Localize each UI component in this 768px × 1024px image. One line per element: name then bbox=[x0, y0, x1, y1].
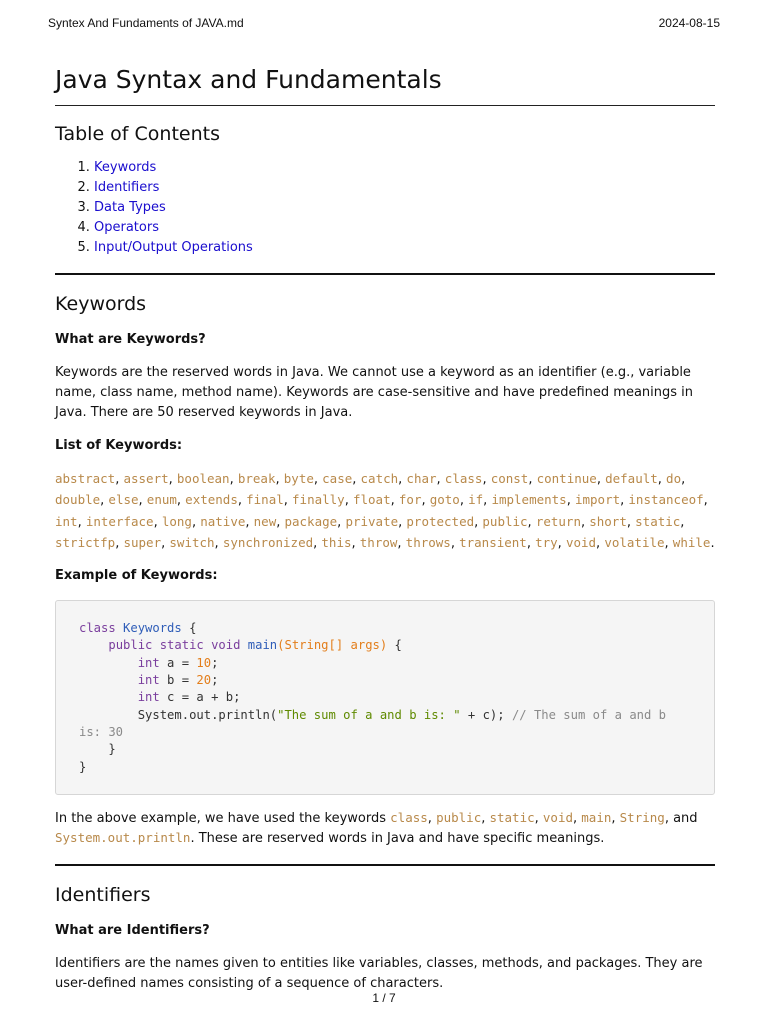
keyword-code: short bbox=[589, 513, 627, 529]
keyword-code: case bbox=[322, 471, 353, 486]
inline-code: class bbox=[390, 809, 428, 825]
file-name: Syntex And Fundaments of JAVA.md bbox=[48, 16, 244, 30]
keyword-code: throws bbox=[405, 534, 451, 550]
toc-item bbox=[94, 218, 715, 238]
inline-code: System.out.println bbox=[55, 830, 191, 846]
keyword-code: for bbox=[398, 492, 422, 508]
keyword-code: int bbox=[55, 513, 78, 529]
keyword-code: goto bbox=[429, 492, 460, 508]
code-token: class bbox=[79, 621, 116, 636]
keyword-example-heading: Example of Keywords: bbox=[55, 568, 218, 584]
keyword-code: long bbox=[161, 513, 192, 529]
keyword-code: byte bbox=[283, 471, 314, 486]
keyword-code: implements bbox=[491, 492, 567, 508]
code-token: Keywords bbox=[123, 621, 182, 636]
code-token: (String[] args) bbox=[277, 638, 388, 653]
code-token: // The sum of a and b is: 30 bbox=[79, 707, 674, 739]
keywords-heading: Keywords bbox=[55, 293, 147, 315]
code-token: a = bbox=[159, 655, 197, 670]
what-are-keywords-heading: What are Keywords? bbox=[55, 332, 206, 347]
list-end: . bbox=[710, 535, 715, 551]
code-token: 20 bbox=[196, 673, 212, 688]
code-token: { bbox=[387, 638, 402, 653]
code-token: } bbox=[79, 759, 87, 774]
keyword-code: try bbox=[535, 534, 558, 550]
keyword-code: while bbox=[672, 534, 711, 550]
page-number: 1 / 7 bbox=[372, 991, 396, 1005]
explanation-text: . These are reserved words in Java and have specific meanings. bbox=[190, 831, 605, 847]
keyword-code: continue bbox=[536, 471, 597, 486]
code-token: } bbox=[108, 742, 116, 757]
keyword-code: enum bbox=[146, 492, 177, 508]
keyword-code: final bbox=[246, 492, 284, 508]
keyword-code: import bbox=[574, 492, 621, 508]
keyword-code: char bbox=[406, 471, 437, 486]
code-token: c = a + b; bbox=[159, 690, 241, 705]
keyword-code: void bbox=[565, 534, 597, 550]
keyword-code: assert bbox=[123, 471, 169, 486]
section-divider bbox=[55, 273, 715, 275]
toc-heading: Table of Contents bbox=[55, 123, 220, 145]
code-token: ; bbox=[211, 655, 219, 670]
code-token: System.out.println( bbox=[137, 707, 278, 722]
keyword-code: break bbox=[237, 471, 276, 486]
toc-item bbox=[94, 198, 715, 218]
keyword-code: synchronized bbox=[222, 534, 314, 550]
inline-code: main bbox=[581, 809, 612, 825]
toc-link-identifiers[interactable]: Identifiers bbox=[94, 180, 160, 195]
keyword-code: const bbox=[490, 471, 529, 486]
keyword-code: class bbox=[444, 471, 483, 486]
keyword-code: this bbox=[321, 534, 352, 550]
what-are-identifiers-heading: What are Identifiers? bbox=[55, 922, 210, 938]
keywords-explanation: In the above example, we have used the keywords class, public, static, void, main, String, and System.out.println. These are reserved words in Java and have specific meanings. bbox=[55, 809, 698, 847]
toc-link-data-types[interactable]: Data Types bbox=[94, 200, 166, 215]
keyword-code: protected bbox=[406, 513, 475, 529]
inline-code: public bbox=[436, 809, 482, 825]
section-divider bbox=[55, 864, 715, 866]
keyword-code: new bbox=[253, 513, 277, 529]
inline-code: void bbox=[542, 809, 574, 825]
toc-link-io-operations[interactable]: Input/Output Operations bbox=[94, 240, 253, 255]
explanation-text: and bbox=[673, 810, 698, 826]
keyword-code: throw bbox=[359, 534, 398, 550]
code-token: + c); bbox=[460, 707, 512, 722]
keyword-code: float bbox=[352, 492, 391, 508]
keyword-code: default bbox=[605, 471, 658, 486]
keyword-code: interface bbox=[85, 513, 154, 529]
code-token: int bbox=[137, 673, 160, 688]
keywords-description: Keywords are the reserved words in Java. We cannot use a keyword as an identifier (e.g., variable name, class name, method name). Keywords are case-sensitive and have predefined meanings in Java. There are 50 reserved keywords in Java. bbox=[55, 365, 694, 420]
identifiers-description: Identifiers are the names given to entities like variables, classes, methods, and packages. They are user-defined names consisting of a sequence of characters. bbox=[55, 955, 703, 991]
keyword-code: native bbox=[200, 513, 246, 529]
keyword-code: boolean bbox=[176, 471, 230, 486]
toc-item bbox=[94, 178, 715, 198]
keyword-code: finally bbox=[292, 492, 345, 508]
code-token: int bbox=[137, 655, 160, 670]
print-header bbox=[48, 16, 720, 32]
code-token: ; bbox=[211, 673, 219, 688]
keyword-code: volatile bbox=[604, 534, 665, 550]
print-date: 2024-08-15 bbox=[658, 16, 720, 30]
explanation-text: In the above example, we have used the keywords bbox=[55, 810, 391, 826]
table-of-contents bbox=[55, 158, 715, 258]
toc-link-keywords[interactable]: Keywords bbox=[94, 160, 157, 175]
code-token: "The sum of a and b is: " bbox=[277, 707, 461, 722]
code-token: main bbox=[247, 638, 278, 653]
toc-item bbox=[94, 238, 715, 258]
code-block bbox=[55, 600, 715, 795]
keyword-code: static bbox=[635, 513, 681, 529]
keyword-code: transient bbox=[459, 534, 527, 550]
toc-link-operators[interactable]: Operators bbox=[94, 220, 159, 235]
keyword-code: public bbox=[482, 513, 528, 529]
code-token: 10 bbox=[196, 655, 212, 670]
keyword-code: catch bbox=[360, 471, 399, 486]
code-token: public static void bbox=[108, 638, 241, 653]
keyword-code: do bbox=[666, 471, 682, 486]
document-body bbox=[55, 62, 715, 994]
keyword-code: double bbox=[55, 492, 101, 508]
code-token: { bbox=[181, 621, 197, 636]
keyword-code: abstract bbox=[55, 471, 116, 486]
inline-code: static bbox=[489, 809, 535, 825]
toc-item bbox=[94, 158, 715, 178]
keyword-code: switch bbox=[169, 534, 215, 550]
code-token: b = bbox=[159, 673, 197, 688]
keyword-code: if bbox=[468, 492, 484, 508]
keyword-code: package bbox=[284, 513, 338, 529]
keyword-code: else bbox=[108, 492, 139, 508]
keyword-code: super bbox=[123, 534, 162, 550]
keyword-code: strictfp bbox=[55, 534, 116, 550]
keyword-list: abstract, assert, boolean, break, byte, case, catch, char, class, const, continue, default, do, double, else, enum, extends, final, finally, float, for, goto, if, implements, import, instanceof, int, interface, long, native, new, package, private, protected, public, return, short, static, strictfp, super, switch, synchronized, this, throw, throws, transient, try, void, volatile, while. bbox=[55, 471, 715, 551]
keyword-code: private bbox=[345, 513, 399, 529]
identifiers-heading: Identifiers bbox=[55, 883, 151, 906]
keyword-list-heading: List of Keywords: bbox=[55, 438, 183, 453]
inline-code: String bbox=[619, 809, 665, 825]
keyword-code: extends bbox=[185, 492, 238, 508]
page-title: Java Syntax and Fundamentals bbox=[55, 62, 715, 106]
keyword-code: return bbox=[535, 513, 581, 529]
code-token: int bbox=[137, 690, 160, 705]
keyword-code: instanceof bbox=[628, 492, 704, 508]
